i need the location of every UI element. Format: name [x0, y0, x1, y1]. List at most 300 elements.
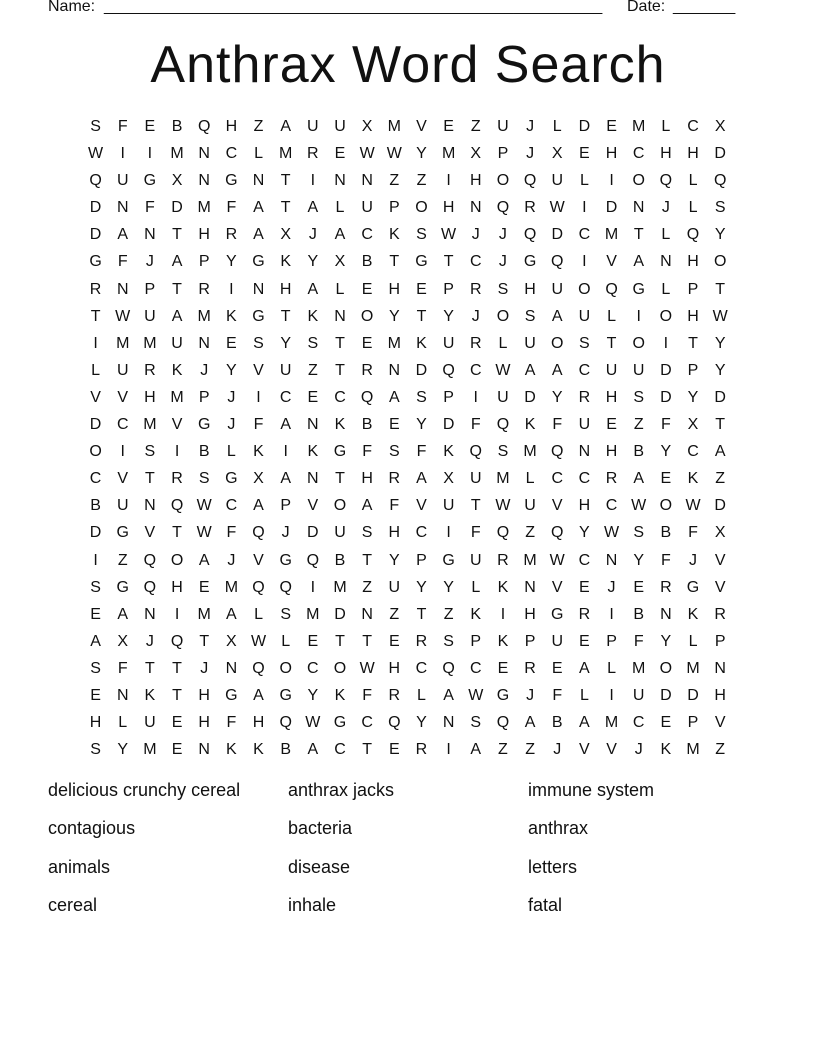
grid-letter: A — [253, 686, 264, 704]
grid-letter: I — [500, 605, 506, 623]
grid-letter: M — [333, 578, 347, 596]
grid-letter: V — [714, 551, 726, 569]
grid-letter: T — [172, 524, 182, 542]
grid-letter: F — [362, 443, 373, 461]
grid-letter: U — [578, 416, 591, 434]
grid-letter: N — [198, 172, 210, 190]
grid-letter: J — [526, 145, 535, 163]
grid-letter: U — [551, 632, 564, 650]
grid-letter: I — [147, 145, 153, 163]
grid-letter: R — [497, 551, 509, 569]
grid-letter: U — [497, 118, 509, 135]
grid-letter: R — [605, 470, 618, 488]
grid-letter: D — [551, 226, 564, 244]
grid-letter: C — [415, 659, 428, 677]
grid-letter: N — [225, 659, 238, 677]
grid-letter: M — [604, 714, 619, 732]
grid-letter: Q — [279, 578, 292, 596]
grid-letter: Q — [551, 253, 564, 271]
grid-letter: L — [335, 199, 345, 217]
grid-letter: Q — [143, 551, 157, 569]
word-list-item: cereal — [48, 894, 98, 915]
grid-letter: N — [714, 659, 726, 677]
grid-letter: M — [197, 307, 211, 325]
grid-letter: C — [225, 497, 238, 515]
grid-letter: J — [200, 361, 209, 379]
grid-letter: G — [523, 253, 537, 271]
word-list-item: inhale — [288, 894, 337, 915]
grid-letter: T — [362, 551, 373, 569]
grid-letter: L — [91, 361, 101, 379]
grid-letter: X — [714, 524, 726, 542]
grid-letter: Q — [686, 226, 700, 244]
grid-letter: F — [552, 686, 563, 704]
grid-letter: C — [469, 361, 482, 379]
grid-letter: E — [443, 118, 454, 135]
grid-letter: X — [687, 416, 699, 434]
grid-letter: W — [495, 361, 511, 379]
grid-letter: W — [359, 659, 375, 677]
grid-letter: N — [307, 416, 319, 434]
grid-letter: P — [687, 714, 699, 732]
date-label: Date: — [627, 0, 666, 15]
grid-letter: H — [605, 388, 618, 406]
grid-letter: M — [523, 551, 537, 569]
grid-letter: G — [496, 686, 510, 704]
grid-letter: M — [387, 334, 401, 352]
grid-letter: P — [416, 551, 427, 569]
grid-letter: F — [117, 118, 128, 135]
grid-letter: J — [634, 741, 643, 759]
grid-letter: T — [389, 253, 400, 271]
grid-letter: V — [714, 578, 726, 596]
grid-letter: J — [145, 253, 154, 271]
grid-letter: I — [120, 443, 125, 461]
grid-letter: W — [549, 551, 565, 569]
grid-letter: S — [198, 470, 210, 488]
grid-letter: W — [468, 686, 484, 704]
word-list — [48, 778, 768, 931]
letter-grid — [82, 113, 734, 763]
grid-letter: I — [446, 172, 451, 190]
grid-letter: H — [605, 145, 618, 163]
grid-letter: V — [551, 497, 563, 515]
grid-letter: Y — [714, 361, 726, 379]
grid-letter: M — [387, 118, 401, 135]
grid-letter: G — [116, 578, 129, 596]
grid-letter: N — [334, 172, 346, 190]
grid-letter: H — [198, 226, 210, 244]
grid-letter: N — [252, 172, 265, 190]
grid-letter: E — [633, 578, 645, 596]
grid-letter: X — [280, 226, 291, 244]
grid-letter: J — [498, 226, 507, 244]
grid-letter: L — [226, 443, 236, 461]
grid-letter: H — [687, 145, 699, 163]
grid-letter: B — [280, 741, 291, 759]
grid-letter: Y — [579, 524, 590, 542]
grid-letter: N — [361, 172, 373, 190]
grid-letter: F — [253, 416, 264, 434]
grid-letter: R — [415, 632, 428, 650]
grid-letter: M — [143, 741, 157, 759]
grid-letter: A — [90, 632, 101, 650]
grid-letter: F — [362, 686, 373, 704]
grid-letter: C — [279, 388, 292, 406]
grid-letter: R — [524, 659, 536, 677]
grid-letter: E — [171, 714, 183, 732]
grid-letter: K — [524, 416, 536, 434]
grid-letter: Y — [280, 334, 291, 352]
grid-letter: S — [144, 443, 156, 461]
grid-letter: B — [171, 118, 183, 135]
grid-letter: U — [524, 334, 536, 352]
grid-letter: M — [523, 443, 537, 461]
grid-letter: J — [689, 551, 698, 569]
grid-letter: V — [253, 361, 264, 379]
grid-letter: V — [551, 578, 563, 596]
grid-letter: Y — [633, 551, 645, 569]
grid-letter: O — [659, 307, 673, 325]
grid-letter: E — [361, 334, 373, 352]
grid-letter: K — [687, 470, 699, 488]
grid-letter: K — [226, 307, 237, 325]
grid-letter: I — [582, 253, 587, 271]
grid-letter: Q — [605, 280, 618, 298]
grid-letter: F — [145, 199, 155, 217]
word-list-item: bacteria — [288, 818, 353, 839]
grid-letter: N — [334, 307, 346, 325]
grid-letter: Q — [523, 226, 537, 244]
grid-letter: I — [310, 578, 316, 596]
grid-letter: M — [197, 199, 211, 217]
grid-letter: C — [578, 361, 591, 379]
grid-letter: E — [334, 145, 346, 163]
grid-letter: F — [552, 416, 563, 434]
grid-letter: A — [117, 605, 129, 623]
grid-letter: Q — [170, 497, 184, 515]
grid-letter: L — [498, 334, 508, 352]
grid-letter: Q — [252, 659, 265, 677]
word-list-item: letters — [528, 856, 578, 877]
grid-letter: N — [198, 741, 210, 759]
grid-letter: I — [229, 280, 234, 298]
grid-letter: E — [579, 145, 590, 163]
grid-letter: D — [714, 388, 726, 406]
grid-letter: E — [660, 470, 672, 488]
grid-letter: Y — [714, 334, 726, 352]
grid-letter: C — [469, 253, 482, 271]
grid-letter: O — [170, 551, 184, 569]
grid-letter: W — [386, 145, 402, 163]
grid-letter: M — [686, 741, 700, 759]
grid-letter: O — [360, 307, 374, 325]
grid-letter: I — [582, 199, 587, 217]
grid-letter: J — [281, 524, 290, 542]
grid-letter: N — [442, 714, 455, 732]
grid-letter: H — [687, 307, 699, 325]
grid-letter: D — [660, 361, 672, 379]
grid-letter: O — [659, 659, 673, 677]
grid-letter: M — [279, 145, 293, 163]
grid-letter: C — [687, 118, 699, 135]
grid-letter: P — [280, 497, 291, 515]
grid-letter: T — [280, 199, 291, 217]
grid-letter: Q — [496, 199, 510, 217]
grid-letter: D — [660, 686, 672, 704]
grid-letter: A — [443, 686, 454, 704]
grid-letter: V — [416, 118, 427, 135]
grid-letter: L — [607, 659, 616, 677]
grid-letter: Q — [523, 172, 537, 190]
grid-letter: R — [714, 605, 726, 623]
grid-letter: K — [226, 741, 237, 759]
grid-letter: U — [279, 361, 292, 379]
grid-letter: W — [712, 307, 728, 325]
grid-letter: U — [551, 280, 564, 298]
grid-letter: W — [196, 497, 212, 515]
grid-letter: T — [362, 741, 373, 759]
word-list-item: immune system — [528, 780, 655, 800]
word-list-item: disease — [288, 856, 351, 877]
grid-letter: Y — [551, 388, 563, 406]
grid-letter: S — [633, 388, 645, 406]
grid-letter: C — [605, 497, 618, 515]
grid-letter: R — [388, 686, 401, 704]
grid-letter: M — [686, 659, 700, 677]
grid-letter: G — [279, 686, 292, 704]
grid-letter: L — [661, 226, 671, 244]
grid-letter: N — [144, 497, 156, 515]
grid-letter: U — [578, 307, 591, 325]
grid-letter: H — [687, 253, 699, 271]
grid-letter: P — [524, 632, 536, 650]
grid-letter: W — [359, 145, 375, 163]
grid-letter: H — [524, 605, 536, 623]
grid-letter: W — [495, 497, 511, 515]
grid-letter: W — [115, 307, 131, 325]
grid-letter: I — [310, 172, 316, 190]
grid-letter: A — [388, 388, 400, 406]
grid-letter: P — [606, 632, 617, 650]
grid-letter: I — [93, 551, 98, 569]
grid-letter: G — [225, 172, 238, 190]
grid-letter: A — [334, 226, 346, 244]
grid-letter: P — [443, 280, 454, 298]
grid-letter: Q — [496, 416, 510, 434]
grid-letter: N — [524, 578, 536, 596]
grid-letter: T — [172, 280, 182, 298]
grid-letter: S — [416, 226, 427, 244]
grid-letter: T — [362, 632, 373, 650]
grid-letter: R — [388, 470, 401, 488]
grid-letter: Q — [442, 659, 455, 677]
grid-letter: V — [714, 714, 726, 732]
grid-letter: X — [470, 145, 482, 163]
grid-letter: J — [553, 741, 562, 759]
grid-letter: P — [198, 388, 210, 406]
grid-letter: R — [361, 361, 373, 379]
grid-letter: F — [470, 524, 481, 542]
grid-letter: O — [89, 443, 102, 461]
grid-letter: Q — [659, 172, 673, 190]
grid-letter: R — [415, 741, 428, 759]
grid-letter: N — [144, 605, 156, 623]
grid-letter: E — [606, 118, 617, 135]
grid-letter: L — [688, 632, 698, 650]
grid-letter: A — [551, 361, 563, 379]
grid-letter: Z — [715, 470, 726, 488]
grid-letter: L — [661, 280, 671, 298]
grid-letter: C — [551, 470, 564, 488]
grid-letter: Q — [197, 118, 211, 135]
grid-letter: U — [551, 172, 564, 190]
grid-letter: N — [605, 551, 618, 569]
grid-letter: L — [579, 686, 589, 704]
grid-letter: U — [469, 470, 482, 488]
grid-letter: F — [226, 199, 237, 217]
grid-letter: A — [551, 307, 563, 325]
grid-letter: V — [117, 470, 129, 488]
grid-letter: A — [198, 551, 210, 569]
grid-letter: P — [388, 199, 400, 217]
grid-letter: L — [254, 145, 263, 163]
grid-letter: K — [280, 253, 291, 271]
grid-letter: S — [633, 524, 645, 542]
grid-letter: J — [308, 226, 317, 244]
grid-letter: X — [171, 172, 183, 190]
grid-letter: T — [172, 226, 182, 244]
grid-letter: H — [388, 280, 401, 298]
grid-letter: W — [603, 524, 620, 542]
grid-letter: K — [470, 605, 482, 623]
grid-letter: H — [660, 145, 672, 163]
grid-letter: N — [361, 605, 373, 623]
grid-letter: E — [497, 659, 509, 677]
grid-letter: D — [578, 118, 591, 135]
grid-letter: T — [172, 659, 182, 677]
grid-letter: U — [144, 307, 156, 325]
word-list-item: animals — [48, 856, 111, 877]
grid-letter: N — [632, 199, 645, 217]
grid-letter: A — [280, 118, 291, 135]
grid-letter: W — [549, 199, 565, 217]
grid-letter: A — [714, 443, 726, 461]
grid-letter: T — [335, 361, 345, 379]
grid-letter: S — [280, 605, 291, 623]
grid-letter: K — [687, 605, 699, 623]
grid-letter: C — [225, 145, 238, 163]
grid-letter: T — [335, 632, 345, 650]
grid-letter: B — [551, 714, 563, 732]
grid-letter: J — [227, 388, 236, 406]
grid-letter: H — [361, 470, 373, 488]
grid-letter: T — [145, 470, 155, 488]
date-blank-line: _______ — [673, 0, 736, 15]
grid-letter: I — [174, 443, 180, 461]
grid-letter: V — [416, 497, 427, 515]
grid-letter: B — [361, 416, 373, 434]
grid-letter: D — [605, 199, 618, 217]
grid-letter: T — [416, 605, 427, 623]
grid-letter: D — [442, 416, 455, 434]
grid-letter: A — [524, 361, 536, 379]
grid-letter: K — [144, 686, 156, 704]
grid-letter: A — [633, 470, 645, 488]
grid-letter: H — [252, 714, 265, 732]
grid-letter: V — [606, 741, 617, 759]
grid-letter: C — [415, 524, 428, 542]
grid-letter: M — [143, 416, 157, 434]
grid-letter: E — [90, 605, 101, 623]
grid-letter: A — [253, 497, 264, 515]
grid-letter: V — [606, 253, 617, 271]
grid-letter: O — [496, 172, 510, 190]
grid-letter: P — [144, 280, 156, 298]
grid-letter: A — [171, 253, 183, 271]
grid-letter: D — [660, 388, 672, 406]
grid-letter: M — [197, 605, 211, 623]
grid-letter: J — [227, 416, 236, 434]
grid-letter: I — [256, 388, 261, 406]
grid-letter: Y — [416, 145, 427, 163]
grid-letter: I — [446, 524, 451, 542]
grid-letter: Q — [170, 632, 184, 650]
grid-letter: V — [307, 497, 319, 515]
grid-letter: A — [579, 714, 590, 732]
grid-letter: A — [226, 605, 237, 623]
grid-letter: L — [688, 199, 698, 217]
grid-letter: X — [226, 632, 237, 650]
grid-letter: A — [117, 226, 129, 244]
grid-letter: U — [116, 172, 129, 190]
grid-letter: T — [280, 172, 291, 190]
grid-letter: B — [334, 551, 346, 569]
grid-letter: S — [307, 334, 319, 352]
grid-letter: G — [279, 551, 292, 569]
grid-letter: M — [496, 470, 510, 488]
grid-letter: Y — [687, 388, 699, 406]
grid-letter: P — [687, 361, 699, 379]
grid-letter: R — [198, 280, 210, 298]
grid-letter: Z — [470, 118, 481, 135]
grid-letter: E — [226, 334, 237, 352]
grid-letter: O — [279, 659, 292, 677]
grid-letter: Z — [443, 605, 454, 623]
grid-letter: I — [473, 388, 478, 406]
grid-letter: D — [334, 605, 346, 623]
grid-letter: E — [388, 632, 400, 650]
grid-letter: U — [632, 686, 645, 704]
grid-letter: R — [660, 578, 672, 596]
grid-letter: T — [688, 334, 698, 352]
grid-letter: S — [388, 443, 400, 461]
grid-letter: B — [90, 497, 101, 515]
grid-letter: N — [198, 334, 210, 352]
grid-letter: J — [607, 578, 616, 596]
grid-letter: D — [714, 145, 726, 163]
grid-letter: U — [524, 497, 536, 515]
grid-letter: Y — [388, 551, 400, 569]
grid-letter: N — [307, 470, 319, 488]
grid-letter: X — [551, 145, 563, 163]
grid-letter: L — [281, 632, 291, 650]
grid-letter: L — [254, 605, 263, 623]
grid-letter: L — [525, 470, 535, 488]
grid-letter: E — [144, 118, 156, 135]
grid-letter: J — [227, 551, 236, 569]
grid-letter: G — [252, 253, 265, 271]
